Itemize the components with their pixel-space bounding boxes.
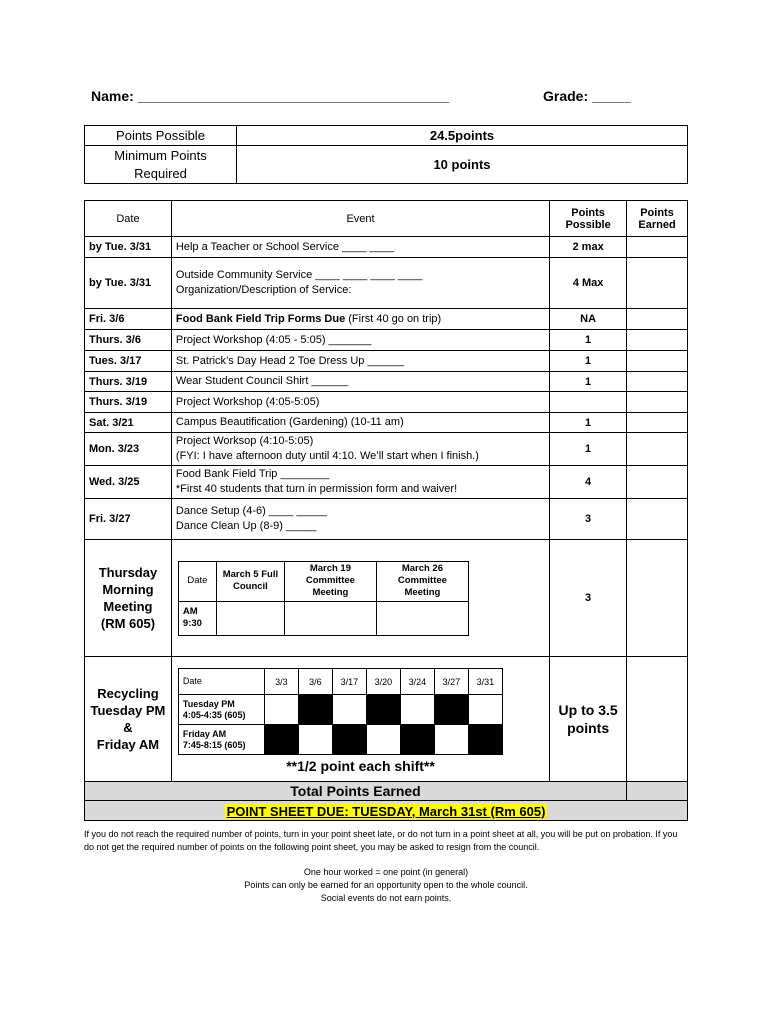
row-points-possible: 1: [550, 372, 627, 392]
meeting-grid-header: March 19 Committee Meeting: [284, 561, 376, 601]
row-date: Tues. 3/17: [85, 351, 172, 372]
recycling-unavailable-cell: [332, 725, 366, 755]
recycling-signoff-cell[interactable]: [400, 695, 434, 725]
row-points-possible: 1: [550, 413, 627, 433]
row-points-possible: NA: [550, 309, 627, 330]
row-points-earned-cell[interactable]: [627, 499, 688, 540]
table-row: [85, 499, 688, 540]
table-row: [85, 413, 688, 433]
name-field[interactable]: Name: ________________________________________: [91, 88, 450, 104]
table-row: [85, 330, 688, 351]
row-points-earned-cell[interactable]: [627, 351, 688, 372]
total-row: [85, 782, 688, 801]
row-points-earned-cell[interactable]: [627, 413, 688, 433]
recycling-grid-header: 3/24: [400, 669, 434, 695]
event-rest-text: (First 40 go on trip): [345, 313, 442, 325]
recycling-shift-grid: [178, 668, 503, 755]
meeting-label: [85, 540, 172, 657]
meeting-grid-header: March 5 Full Council: [216, 561, 284, 601]
row-event: [171, 351, 549, 372]
event-line: Organization/Description of Service:: [175, 284, 352, 296]
row-event: [171, 392, 549, 413]
row-points-possible: 3: [550, 499, 627, 540]
grade-field[interactable]: Grade: _____: [543, 88, 631, 104]
recycling-points-line: Up to 3.5: [558, 702, 618, 718]
recycling-label-line: &: [123, 720, 133, 735]
row-date: Thurs. 3/19: [85, 392, 172, 413]
row-date: Thurs. 3/6: [85, 330, 172, 351]
recycling-grid-header: 3/20: [366, 669, 400, 695]
minimum-points-label: [85, 146, 237, 184]
event-line: Campus Beautification (Gardening) (10-11 am): [175, 416, 404, 428]
recycling-grid-cell: [171, 657, 549, 782]
row-points-possible: 1: [550, 330, 627, 351]
footer-note-line: One hour worked = one point (in general): [303, 867, 469, 877]
recycling-shift-label-line: 4:05-4:35 (605): [182, 709, 246, 720]
recycling-label: [85, 657, 172, 782]
event-line: St. Patrick’s Day Head 2 Toe Dress Up ______: [175, 354, 405, 367]
due-notice: POINT SHEET DUE: TUESDAY, March 31st (Rm 605): [226, 803, 546, 819]
row-date: Fri. 3/6: [85, 309, 172, 330]
event-line: Help a Teacher or School Service ____ ____: [175, 240, 395, 253]
shift-note: **1/2 point each shift**: [286, 758, 435, 774]
table-row: [85, 309, 688, 330]
event-line: *First 40 students that turn in permission form and waiver!: [175, 483, 458, 495]
total-points-earned-cell[interactable]: [627, 782, 688, 801]
table-row: [85, 392, 688, 413]
meeting-grid-header: March 26 Committee Meeting: [376, 561, 468, 601]
recycling-label-line: Friday AM: [96, 737, 160, 752]
meeting-grid-header: Date: [178, 561, 216, 601]
recycling-signoff-cell[interactable]: [434, 725, 468, 755]
due-cell: [85, 801, 688, 821]
recycling-unavailable-cell: [468, 725, 502, 755]
points-possible-value: 24.5points: [237, 126, 688, 146]
event-line: Project Workshop (4:05 - 5:05) _______: [175, 333, 372, 346]
row-date: Mon. 3/23: [85, 433, 172, 466]
event-line: Outside Community Service ____ ____ ____ ____: [175, 269, 423, 281]
row-points-possible: 4: [550, 466, 627, 499]
event-line: (FYI: I have afternoon duty until 4:10. We’ll start when I finish.): [175, 450, 479, 462]
recycling-shift-label-line: 7:45-8:15 (605): [182, 739, 246, 750]
recycling-shift-label-line: Tuesday PM: [182, 698, 235, 709]
header-earned-line2: Earned: [638, 218, 676, 231]
table-row: [85, 237, 688, 258]
points-summary-table: [84, 125, 688, 184]
row-points-earned-cell[interactable]: [627, 540, 688, 657]
row-event: [171, 309, 549, 330]
recycling-unavailable-cell: [298, 695, 332, 725]
row-points-earned-cell[interactable]: [627, 237, 688, 258]
events-table: [84, 200, 688, 821]
event-line: Project Workshop (4:05-5:05): [175, 395, 320, 408]
row-date: Sat. 3/21: [85, 413, 172, 433]
row-date: Thurs. 3/19: [85, 372, 172, 392]
recycling-shift-label: [178, 695, 264, 725]
table-row: [85, 351, 688, 372]
table-row: [85, 372, 688, 392]
recycling-grid-header: 3/31: [468, 669, 502, 695]
row-points-earned-cell[interactable]: [627, 466, 688, 499]
header-points-possible: [550, 201, 627, 237]
row-event: [171, 372, 549, 392]
recycling-shift-label: [178, 725, 264, 755]
event-line: Dance Clean Up (8-9) _____: [175, 520, 317, 532]
row-points-earned-cell[interactable]: [627, 433, 688, 466]
footer-note-line: Points can only be earned for an opportunity open to the whole council.: [244, 880, 528, 890]
header-points-earned: [627, 201, 688, 237]
row-points-earned-cell[interactable]: [627, 309, 688, 330]
total-points-label: Total Points Earned: [85, 782, 627, 801]
meeting-label-line: Thursday: [98, 565, 158, 580]
recycling-grid-header: 3/27: [434, 669, 468, 695]
probation-warning: If you do not reach the required number of points, turn in your point sheet late, or do not turn in a point sheet at all, you will be put on probation. If you do not get the required number of points on the following point sheet, you may be asked to resign from the council.: [84, 829, 678, 852]
header-date: Date: [85, 201, 172, 237]
row-event: [171, 330, 549, 351]
meeting-row-label: AM 9:30: [178, 601, 216, 635]
event-line: Wear Student Council Shirt ______: [175, 375, 349, 387]
table-header-row: [85, 201, 688, 237]
meeting-row: [85, 540, 688, 657]
minimum-label-line1: Minimum Points: [114, 147, 207, 163]
row-points-possible: 2 max: [550, 237, 627, 258]
row-event: [171, 258, 549, 309]
recycling-points-line: points: [567, 720, 610, 736]
row-date: Wed. 3/25: [85, 466, 172, 499]
recycling-signoff-cell[interactable]: [298, 725, 332, 755]
row-date: by Tue. 3/31: [85, 237, 172, 258]
recycling-unavailable-cell: [400, 725, 434, 755]
minimum-label-line2: Required: [134, 165, 187, 181]
recycling-unavailable-cell: [264, 725, 298, 755]
header-line: [91, 88, 651, 110]
footer-notes: [84, 866, 688, 905]
row-points-earned-cell[interactable]: [627, 392, 688, 413]
event-line: Dance Setup (4-6) ____ _____: [175, 505, 327, 517]
row-points-earned-cell[interactable]: [627, 330, 688, 351]
recycling-unavailable-cell: [366, 695, 400, 725]
row-points-possible: 1: [550, 433, 627, 466]
meeting-label-line: Morning: [102, 582, 154, 597]
minimum-points-value: 10 points: [237, 146, 688, 184]
recycling-row: [85, 657, 688, 782]
recycling-grid-header: Date: [178, 669, 264, 695]
recycling-label-line: Tuesday PM: [90, 703, 166, 718]
row-event: [171, 433, 549, 466]
row-date: by Tue. 3/31: [85, 258, 172, 309]
footer-note-line: Social events do not earn points.: [320, 893, 452, 903]
meeting-checkin-cell[interactable]: [376, 601, 468, 635]
recycling-signoff-cell[interactable]: [332, 695, 366, 725]
meeting-label-line: Meeting: [103, 599, 153, 614]
recycling-shift-label-line: Friday AM: [182, 728, 227, 739]
recycling-signoff-cell[interactable]: [468, 695, 502, 725]
event-bold-text: Food Bank Field Trip Forms Due: [175, 313, 346, 325]
event-line: Food Bank Field Trip ________: [175, 468, 330, 480]
recycling-grid-header: 3/17: [332, 669, 366, 695]
meeting-checkin-cell[interactable]: [216, 601, 284, 635]
event-line: Project Worksop (4:10-5:05): [175, 435, 314, 447]
row-points-earned-cell[interactable]: [627, 372, 688, 392]
meeting-label-line: (RM 605): [100, 616, 156, 631]
row-points-earned-cell[interactable]: [627, 657, 688, 782]
header-possible-line2: Possible: [565, 218, 611, 231]
table-row: [85, 258, 688, 309]
row-points-possible: 4 Max: [550, 258, 627, 309]
row-points-possible: [550, 392, 627, 413]
recycling-label-line: Recycling: [97, 686, 159, 701]
header-earned-line1: Points: [640, 206, 674, 219]
points-possible-label: Points Possible: [85, 126, 237, 146]
row-event: [171, 237, 549, 258]
row-event: [171, 413, 549, 433]
recycling-signoff-cell[interactable]: [366, 725, 400, 755]
meeting-attendance-grid: [178, 561, 469, 636]
meeting-points-possible: 3: [550, 540, 627, 657]
meeting-checkin-cell[interactable]: [284, 601, 376, 635]
due-row: [85, 801, 688, 821]
recycling-points-possible: [550, 657, 627, 782]
recycling-unavailable-cell: [434, 695, 468, 725]
header-event: Event: [171, 201, 549, 237]
recycling-signoff-cell[interactable]: [264, 695, 298, 725]
row-event: [171, 466, 549, 499]
table-row: [85, 466, 688, 499]
row-points-possible: 1: [550, 351, 627, 372]
header-possible-line1: Points: [571, 206, 605, 219]
row-points-earned-cell[interactable]: [627, 258, 688, 309]
table-row: [85, 433, 688, 466]
recycling-grid-header: 3/3: [264, 669, 298, 695]
row-event: [171, 499, 549, 540]
meeting-grid-cell: [171, 540, 549, 657]
recycling-grid-header: 3/6: [298, 669, 332, 695]
row-date: Fri. 3/27: [85, 499, 172, 540]
